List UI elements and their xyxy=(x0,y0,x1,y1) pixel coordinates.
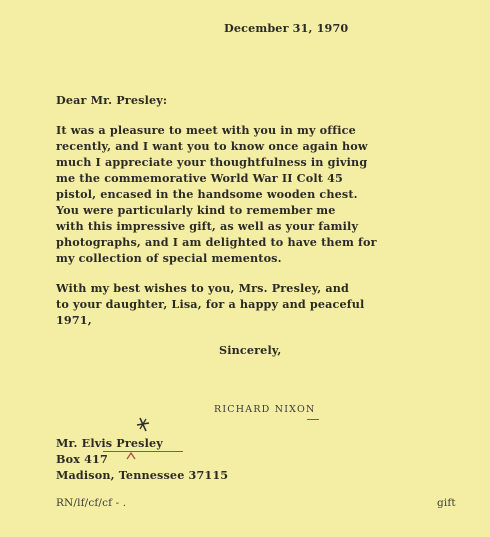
paragraph-line: You were particularly kind to remember me xyxy=(56,203,336,217)
reference-initials: RN/lf/cf/cf - . xyxy=(56,497,127,509)
letter-date: December 31, 1970 xyxy=(224,21,349,35)
filing-note: gift xyxy=(437,497,456,509)
paragraph-line: much I appreciate your thoughtfulness in giving xyxy=(56,155,368,169)
paragraph-line: to your daughter, Lisa, for a happy and peaceful xyxy=(56,297,365,311)
paragraph-line: With my best wishes to you, Mrs. Presley, and xyxy=(56,281,350,295)
typed-signature: RICHARD NIXON xyxy=(214,404,316,415)
asterisk-mark-icon xyxy=(133,417,153,435)
closing: Sincerely, xyxy=(219,343,282,357)
paragraph-line: 1971, xyxy=(56,313,92,327)
paragraph-line: with this impressive gift, as well as your family xyxy=(56,219,359,233)
address-line: Madison, Tennessee 37115 xyxy=(56,468,229,482)
paragraph-line: photographs, and I am delighted to have them for xyxy=(56,235,377,249)
signature-underline-mark xyxy=(307,419,319,420)
caret-mark-icon xyxy=(125,451,137,461)
paragraph-line: my collection of special mementos. xyxy=(56,251,282,265)
paragraph-line: recently, and I want you to know once again how xyxy=(56,139,368,153)
name-underline-mark xyxy=(103,451,183,452)
address-line: Box 417 xyxy=(56,452,108,466)
paragraph-line: me the commemorative World War II Colt 45 xyxy=(56,171,343,185)
paragraph-line: pistol, encased in the handsome wooden chest. xyxy=(56,187,358,201)
salutation: Dear Mr. Presley: xyxy=(56,93,168,107)
paragraph-line: It was a pleasure to meet with you in my office xyxy=(56,123,356,137)
address-line: Mr. Elvis Presley xyxy=(56,436,163,450)
